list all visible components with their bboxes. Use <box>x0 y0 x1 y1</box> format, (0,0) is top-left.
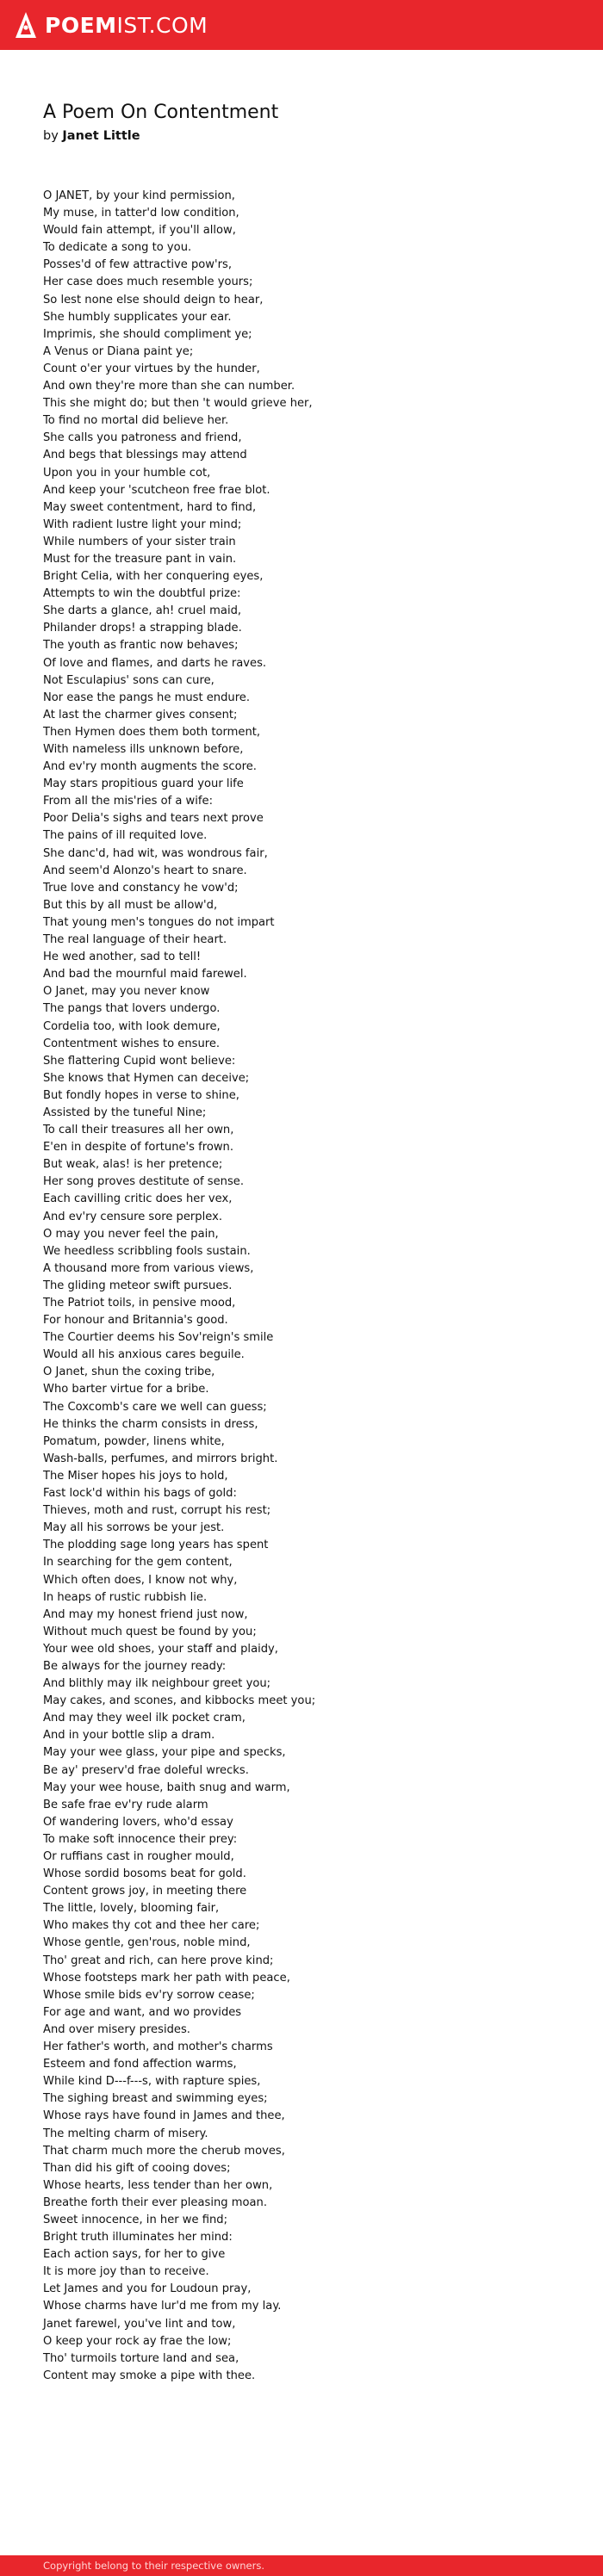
poem-line: Be safe frae ev'ry rude alarm <box>43 1798 208 1811</box>
logo-bold-part: POEM <box>45 12 117 38</box>
poem-line: While kind D---f---s, with rapture spies, <box>43 2075 261 2089</box>
poem-line: But this by all must be allow'd, <box>43 898 218 912</box>
poem-line: Content may smoke a pipe with thee. <box>43 2369 256 2382</box>
poem-line: The melting charm of misery. <box>43 2127 208 2140</box>
poem-line: May your wee glass, your pipe and specks, <box>43 1746 286 1760</box>
poem-line: The plodding sage long years has spent <box>43 1539 269 1552</box>
poem-line: And may they weel ilk pocket cram, <box>43 1712 246 1725</box>
poem-line: Let James and you for Loudoun pray, <box>43 2282 252 2296</box>
poem-line: Poor Delia's sighs and tears next prove <box>43 812 264 826</box>
poem-line: Her case does much resemble yours; <box>43 276 253 289</box>
poem-line: Whose charms have lur'd me from my lay. <box>43 2300 282 2313</box>
poem-line: To make soft innocence their prey: <box>43 1832 238 1846</box>
poem-line: She flattering Cupid wont believe: <box>43 1054 236 1068</box>
poem-line: Content grows joy, in meeting there <box>43 1885 247 1898</box>
poem-line: To dedicate a song to you. <box>43 241 192 255</box>
poem-line: Contentment wishes to ensure. <box>43 1037 221 1050</box>
poem-line: Who barter virtue for a bribe. <box>43 1383 209 1396</box>
poem-line: Than did his gift of cooing doves; <box>43 2161 231 2175</box>
poem-line: The Coxcomb's care we well can guess; <box>43 1400 267 1414</box>
poem-line: Your wee old shoes, your staff and plaidy, <box>43 1642 278 1656</box>
poem-line: And ev'ry month augments the score. <box>43 760 257 774</box>
poem-line: O keep your rock ay frae the low; <box>43 2334 232 2348</box>
poem-line: Esteem and fond affection warms, <box>43 2058 237 2071</box>
poem-line: For honour and Britannia's good. <box>43 1314 228 1328</box>
poem-line: But weak, alas! is her pretence; <box>43 1158 223 1172</box>
poem-line: And ev'ry censure sore perplex. <box>43 1210 222 1223</box>
poem-title: A Poem On Contentment <box>43 102 279 123</box>
poem-line: To call their treasures all her own, <box>43 1124 234 1137</box>
poem-line: Nor ease the pangs he must endure. <box>43 690 251 704</box>
poem-line: In searching for the gem content, <box>43 1556 233 1570</box>
poem-line: The Patriot toils, in pensive mood, <box>43 1297 236 1310</box>
poem-line: O Janet, may you never know <box>43 985 210 999</box>
poem-line: Philander drops! a strapping blade. <box>43 622 242 635</box>
poem-line: To find no mortal did believe her. <box>43 414 229 428</box>
pen-nib-icon <box>14 11 38 39</box>
poem-line: Breathe forth their ever pleasing moan. <box>43 2195 267 2209</box>
poem-line: And over misery presides. <box>43 2022 190 2036</box>
poem-line: Each action says, for her to give <box>43 2248 226 2262</box>
poem-line: That young men's tongues do not impart <box>43 915 275 929</box>
poem-line: Thieves, moth and rust, corrupt his rest; <box>43 1504 271 1518</box>
poem-line: True love and constancy he vow'd; <box>43 881 239 895</box>
poem-line: My muse, in tatter'd low condition, <box>43 207 239 220</box>
poem-line: Who makes thy cot and thee her care; <box>43 1919 260 1933</box>
poem-line: May stars propitious guard your life <box>43 777 244 791</box>
poem-line: She calls you patroness and friend, <box>43 431 242 445</box>
poem-line: Attempts to win the doubtful prize: <box>43 587 241 601</box>
poem-line: Be ay' preserv'd frae doleful wrecks. <box>43 1763 249 1777</box>
poem-line: Must for the treasure pant in vain. <box>43 552 237 566</box>
byline <box>43 129 140 143</box>
poem-line: The pangs that lovers undergo. <box>43 1002 221 1016</box>
poem-line: Tho' turmoils torture land and sea, <box>43 2351 239 2365</box>
poem-line: And blithly may ilk neighbour greet you; <box>43 1677 271 1691</box>
poem-line: From all the mis'ries of a wife: <box>43 795 213 808</box>
poem-line: Her song proves destitute of sense. <box>43 1175 245 1189</box>
poem-line: Of wandering lovers, who'd essay <box>43 1815 233 1829</box>
poem-line: Cordelia too, with look demure, <box>43 1019 221 1033</box>
poem-line: Whose rays have found in James and thee, <box>43 2109 285 2123</box>
poem-line: Count o'er your virtues by the hunder, <box>43 362 260 375</box>
poem-line: Without much quest be found by you; <box>43 1625 257 1638</box>
poem-line: Would fain attempt, if you'll allow, <box>43 224 236 238</box>
poem-line: May your wee house, baith snug and warm, <box>43 1780 290 1794</box>
poem-line: May all his sorrows be your jest. <box>43 1521 225 1535</box>
poem-line: Each cavilling critic does her vex, <box>43 1192 233 1206</box>
poem-line: And keep your 'scutcheon free frae blot. <box>43 483 270 497</box>
poem-line: The real language of their heart. <box>43 933 227 947</box>
poem-line: And begs that blessings may attend <box>43 449 247 462</box>
poem-line: With radient lustre light your mind; <box>43 517 242 531</box>
poem-line: The Courtier deems his Sov'reign's smile <box>43 1331 274 1345</box>
logo-light-part: IST.COM <box>116 12 208 38</box>
poem-line: Then Hymen does them both torment, <box>43 725 261 739</box>
poem-line: Wash-balls, perfumes, and mirrors bright. <box>43 1452 278 1465</box>
poem-line: A Venus or Diana paint ye; <box>43 344 194 358</box>
poem-line: Upon you in your humble cot, <box>43 466 211 480</box>
poem-line: Posses'd of few attractive pow'rs, <box>43 258 232 272</box>
poem-line: We heedless scribbling fools sustain. <box>43 1244 251 1258</box>
poem-line: The pains of ill requited love. <box>43 829 208 843</box>
poem-body <box>43 188 577 2385</box>
poem-line: Whose sordid bosoms beat for gold. <box>43 1867 246 1881</box>
site-logo-link[interactable] <box>14 10 208 40</box>
poem-line: The little, lovely, blooming fair, <box>43 1902 220 1916</box>
poem-line: So lest none else should deign to hear, <box>43 293 264 307</box>
poem-line: Janet farewel, you've lint and tow, <box>43 2317 236 2331</box>
byline-prefix: by <box>43 129 59 143</box>
site-logo-text <box>45 13 208 38</box>
poem-line: Sweet innocence, in her we find; <box>43 2213 228 2226</box>
poem-line: May cakes, and scones, and kibbocks meet you; <box>43 1694 316 1708</box>
poem-line: Fast lock'd within his bags of gold: <box>43 1487 237 1501</box>
poem-line: It is more joy than to receive. <box>43 2265 209 2279</box>
poem-line: In heaps of rustic rubbish lie. <box>43 1590 208 1604</box>
poem-line: O Janet, shun the coxing tribe, <box>43 1365 215 1379</box>
poem-line: And in your bottle slip a dram. <box>43 1729 215 1743</box>
poem-line: She danc'd, had wit, was wondrous fair, <box>43 846 268 860</box>
poem-line: He wed another, sad to tell! <box>43 951 202 964</box>
poem-line: Assisted by the tuneful Nine; <box>43 1105 207 1119</box>
poem-line: At last the charmer gives consent; <box>43 708 238 721</box>
poem-line: He thinks the charm consists in dress, <box>43 1417 258 1431</box>
poem-line: May sweet contentment, hard to find, <box>43 500 257 514</box>
poem-line: Bright Celia, with her conquering eyes, <box>43 570 264 584</box>
poem-line: With nameless ills unknown before, <box>43 743 244 756</box>
poem-line: Whose smile bids ev'ry sorrow cease; <box>43 1988 255 2002</box>
poem-line: The gliding meteor swift pursues. <box>43 1279 233 1292</box>
poem-line: Whose gentle, gen'rous, noble mind, <box>43 1936 251 1950</box>
poem-line: She humbly supplicates your ear. <box>43 310 232 324</box>
poem-line: Whose footsteps mark her path with peace, <box>43 1971 290 1985</box>
poem-line: This she might do; but then 't would grieve her, <box>43 397 313 411</box>
poem-line: Imprimis, she should compliment ye; <box>43 327 252 341</box>
footer-bar <box>0 2555 603 2576</box>
poem-line: Or ruffians cast in rougher mould, <box>43 1850 234 1863</box>
poem-line: Whose hearts, less tender than her own, <box>43 2178 273 2192</box>
poem-line: A thousand more from various views, <box>43 1261 254 1275</box>
poem-line: Which often does, I know not why, <box>43 1573 238 1587</box>
poem-line: O may you never feel the pain, <box>43 1227 219 1241</box>
poem-line: But fondly hopes in verse to shine, <box>43 1088 239 1102</box>
poem-line: Her father's worth, and mother's charms <box>43 2040 273 2054</box>
poem-line: The Miser hopes his joys to hold, <box>43 1469 228 1483</box>
poem-line: For age and want, and wo provides <box>43 2005 242 2019</box>
author-link[interactable]: Janet Little <box>62 129 140 143</box>
poem-line: Not Esculapius' sons can cure, <box>43 673 214 687</box>
poem-line: And bad the mournful maid farewel. <box>43 968 247 981</box>
poem-line: Be always for the journey ready: <box>43 1659 227 1673</box>
poem-line: The youth as frantic now behaves; <box>43 639 239 653</box>
poem-line: That charm much more the cherub moves, <box>43 2144 285 2158</box>
poem-line: Of love and flames, and darts he raves. <box>43 656 267 670</box>
poem-line: Tho' great and rich, can here prove kind; <box>43 1954 274 1967</box>
poem-line: And seem'd Alonzo's heart to snare. <box>43 864 247 877</box>
copyright-text: Copyright belong to their respective owners. <box>43 2560 265 2572</box>
poem-line: Bright truth illuminates her mind: <box>43 2231 233 2245</box>
poem-line: She knows that Hymen can deceive; <box>43 1071 250 1085</box>
poem-line: She darts a glance, ah! cruel maid, <box>43 604 242 618</box>
top-bar <box>0 0 603 50</box>
poem-line: And own they're more than she can number. <box>43 380 295 393</box>
poem-line: Would all his anxious cares beguile. <box>43 1348 245 1362</box>
poem-line: E'en in despite of fortune's frown. <box>43 1141 234 1155</box>
poem-line: Pomatum, powder, linens white, <box>43 1434 225 1448</box>
poem-line: The sighing breast and swimming eyes; <box>43 2092 268 2106</box>
poem-line: O JANET, by your kind permission, <box>43 189 235 202</box>
poem-line: And may my honest friend just now, <box>43 1607 248 1621</box>
poem-line: While numbers of your sister train <box>43 535 236 548</box>
